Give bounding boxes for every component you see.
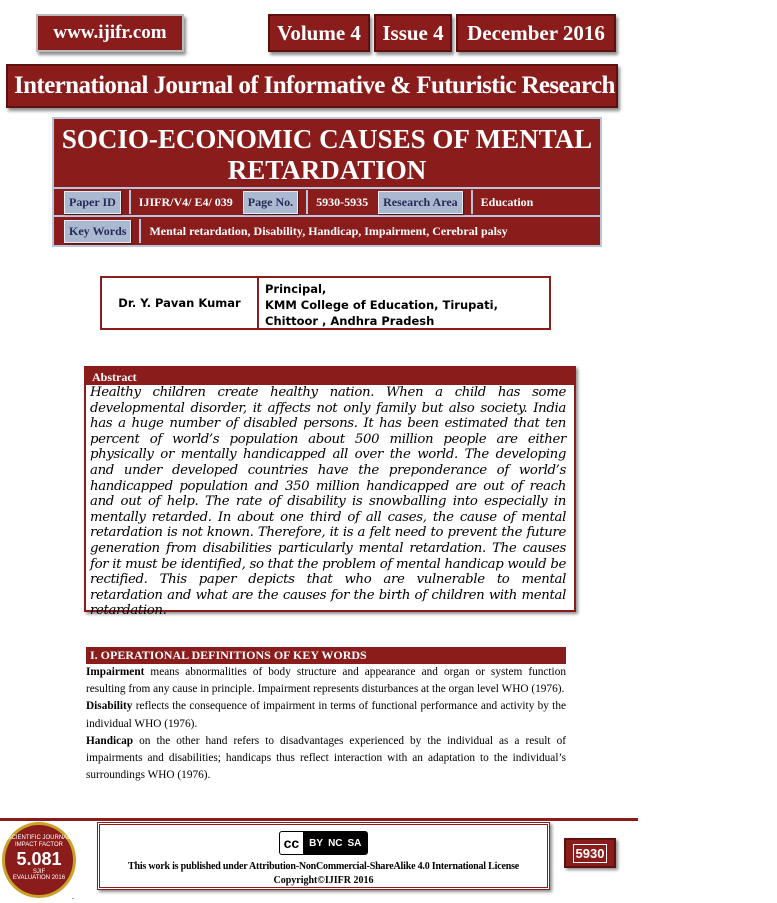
impairment-text: means abnormalities of body structure and appearance and organ or system function resulting from any cause in principle. Impairment represents disturbances at the organ level WHO (1976). xyxy=(86,666,566,696)
cc-terms xyxy=(303,832,367,854)
issue-badge: Issue 4 xyxy=(374,14,452,52)
research-area-value: Education xyxy=(480,194,534,209)
badge-value: 5.081 xyxy=(16,849,62,869)
license-box xyxy=(97,822,550,890)
cc-nc-icon: NC xyxy=(328,837,343,849)
abstract-heading: Abstract xyxy=(86,368,574,385)
website-badge[interactable]: www.ijifr.com xyxy=(36,14,184,52)
paper-meta-row xyxy=(52,189,602,217)
disability-text: reflects the consequence of impairment in terms of functional performance and activity by the individual WHO (1976). xyxy=(86,700,566,730)
author-name: Dr. Y. Pavan Kumar xyxy=(102,278,259,328)
page-no-label: Page No. xyxy=(243,191,298,214)
badge-mid-text: SJIF xyxy=(32,869,46,875)
keywords-label: Key Words xyxy=(64,220,131,243)
term-impairment: Impairment xyxy=(86,666,145,678)
author-college: KMM College of Education, Tirupati, xyxy=(265,298,498,312)
badge-bottom-text: EVALUATION 2016 xyxy=(12,875,66,881)
author-location: Chittoor , Andhra Pradesh xyxy=(265,314,435,328)
author-designation: Principal, xyxy=(265,282,327,296)
date-badge: December 2016 xyxy=(456,14,616,52)
page-number xyxy=(564,838,616,868)
badge-top-text: SCIENTIFIC JOURNAL IMPACT FACTOR xyxy=(7,835,71,848)
abstract-text: Healthy children create healthy nation. When a child has some developmental disorder, it affects not only family but also society. India has a huge number of disabled persons. It has been estimated that ten percent of world’s population about 500 million people are either physically or mentally handicapped all over the world. The developing and under developed countries have the preponderance of world’s handicapped population and 350 million handicapped are out of reach and out of help. The rate of disability is snowballing into especially in mentally retarded. In about one third of all cases, the cause of mental retardation is not known. Therefore, it is a felt need to prevent the future generation from disabilities particularly mental retardation. The causes for it must be identified, so that the problem of mental handicap would be rectified. This paper depicts that who are vulnerable to mental retardation and what are the causes for the birth of children with mental retardation. xyxy=(90,385,566,619)
paper-id-value: IJIFR/V4/ E4/ 039 xyxy=(138,194,233,209)
creative-commons-icon[interactable] xyxy=(279,831,369,855)
cc-symbol: cc xyxy=(280,835,304,851)
author-affiliation xyxy=(259,278,504,328)
definition-disability xyxy=(86,698,566,732)
copyright-text: Copyright©IJIFR 2016 xyxy=(273,875,374,886)
keywords-value: Mental retardation, Disability, Handicap, Impairment, Cerebral palsy xyxy=(149,223,508,238)
term-disability: Disability xyxy=(86,700,133,713)
issn: ISSN: 2347-1697 xyxy=(626,73,777,98)
divider xyxy=(139,219,141,243)
footer-dot: . xyxy=(72,892,74,901)
footer-rule xyxy=(0,818,638,821)
research-area-label: Research Area xyxy=(378,191,463,214)
definition-impairment xyxy=(86,664,566,698)
page-no-value: 5930-5935 xyxy=(316,194,369,209)
volume-badge: Volume 4 xyxy=(268,14,370,52)
keywords-row xyxy=(52,217,602,247)
divider xyxy=(129,190,131,214)
license-text: This work is published under Attribution-NonCommercial-ShareAlike 4.0 International License xyxy=(127,861,519,872)
paper-title: SOCIO-ECONOMIC CAUSES OF MENTAL RETARDATION xyxy=(52,117,602,189)
divider xyxy=(471,190,473,214)
term-handicap: Handicap xyxy=(86,734,134,747)
section-body xyxy=(86,664,566,784)
cc-by-icon: BY xyxy=(309,837,324,849)
divider xyxy=(306,190,308,214)
page-number-value: 5930 xyxy=(573,844,608,863)
author-table xyxy=(100,276,551,330)
abstract-box xyxy=(84,366,576,619)
paper-id-label: Paper ID xyxy=(64,191,121,214)
section-heading: I. OPERATIONAL DEFINITIONS OF KEY WORDS xyxy=(86,647,566,664)
journal-bar xyxy=(6,64,777,108)
impact-factor-badge xyxy=(2,822,76,898)
cc-sa-icon: SA xyxy=(347,837,362,849)
definition-handicap xyxy=(86,733,566,785)
handicap-text: on the other hand refers to disadvantages experienced by the individual as a result of impairments and disabilities; handicaps thus reflect interaction with an adaptation to the individual’s surroundings WHO (1976). xyxy=(86,734,566,782)
journal-name: International Journal of Informative & Futuristic Research xyxy=(14,72,615,99)
